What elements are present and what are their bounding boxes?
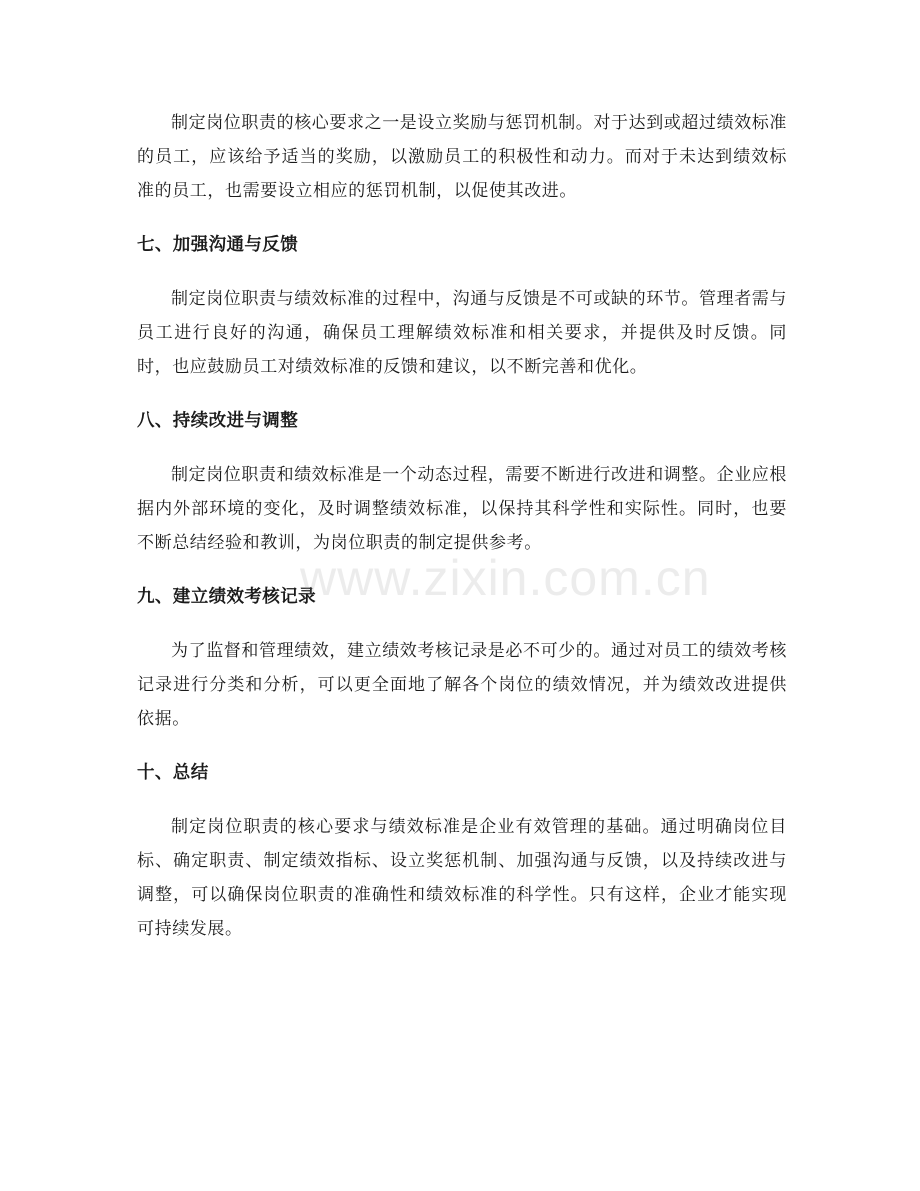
section-paragraph-communication: 制定岗位职责与绩效标准的过程中，沟通与反馈是不可或缺的环节。管理者需与员工进行良好的沟通，确保员工理解绩效标准和相关要求，并提供及时反馈。同时，也应鼓励员工对绩效标准的反馈和建议，以不断完善和优化。 xyxy=(137,289,787,377)
section-paragraph-improvement: 制定岗位职责和绩效标准是一个动态过程，需要不断进行改进和调整。企业应根据内外部环境的变化，及时调整绩效标准，以保持其科学性和实际性。同时，也要不断总结经验和教训，为岗位职责的制定提供参考。 xyxy=(137,465,787,553)
document-body xyxy=(137,106,787,946)
section-heading-summary: 十、总结 xyxy=(137,763,209,783)
section-paragraph-summary: 制定岗位职责的核心要求与绩效标准是企业有效管理的基础。通过明确岗位目标、确定职责、制定绩效指标、设立奖惩机制、加强沟通与反馈，以及持续改进与调整，可以确保岗位职责的准确性和绩效标准的科学性。只有这样，企业才能实现可持续发展。 xyxy=(137,817,787,939)
watermark-text: www.zixin.com.cn xyxy=(300,550,711,606)
section-heading-communication: 七、加强沟通与反馈 xyxy=(137,235,299,255)
intro-paragraph: 制定岗位职责的核心要求之一是设立奖励与惩罚机制。对于达到或超过绩效标准的员工，应该给予适当的奖励，以激励员工的积极性和动力。而对于未达到绩效标准的员工，也需要设立相应的惩罚机制，以促使其改进。 xyxy=(137,113,787,201)
section-paragraph-records: 为了监督和管理绩效，建立绩效考核记录是必不可少的。通过对员工的绩效考核记录进行分类和分析，可以更全面地了解各个岗位的绩效情况，并为绩效改进提供依据。 xyxy=(137,641,787,729)
section-heading-records: 九、建立绩效考核记录 xyxy=(137,587,316,607)
section-heading-improvement: 八、持续改进与调整 xyxy=(137,411,299,431)
